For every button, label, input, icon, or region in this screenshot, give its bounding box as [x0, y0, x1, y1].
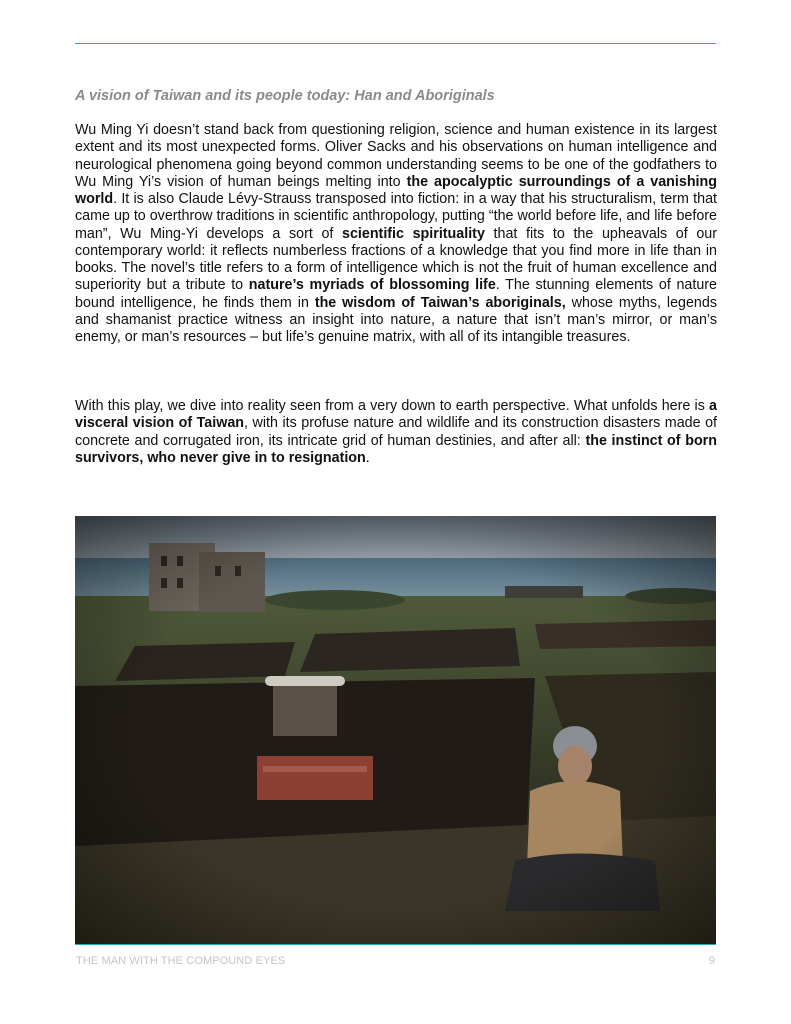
page-number: 9 — [708, 955, 715, 967]
text-run: whose myths, legends and shamanist practice witness an insight into nature, a nature that isn’t man’s mirror, or man’s enemy, or man’s resources – but life’s genuine matrix, with all of its intangible treasures. — [75, 294, 717, 345]
emphasis-text: the apocalyptic surroundings of a vanishing world — [75, 173, 717, 207]
top-divider — [75, 43, 716, 44]
section-heading: A vision of Taiwan and its people today: Han and Aboriginals — [75, 88, 495, 104]
text-run: , with its profuse nature and wildlife and its construction disasters made of concrete and corrugated iron, its intricate grid of human destinies, and after all: — [75, 415, 717, 449]
text-run: . The stunning elements of nature bound intelligence, he finds them in — [75, 277, 718, 311]
footer-title: THE MAN WITH THE COMPOUND EYES — [76, 955, 286, 967]
body-paragraph-1 — [75, 122, 717, 346]
text-run: . It is also Claude Lévy-Strauss transposed into fiction: in a way that his structuralism, term that came up to overthrow traditions in scientific anthropology, putting “the world before life, and life before man”, Wu Ming-Yi develops a sort of — [75, 191, 717, 242]
text-run: . — [365, 449, 370, 466]
emphasis-text: the wisdom of Taiwan’s aboriginals, — [314, 294, 566, 311]
emphasis-text: nature’s myriads of blossoming life — [248, 277, 496, 294]
text-run: Wu Ming Yi doesn’t stand back from questioning religion, science and human existence in its largest extent and its most unexpected forms. Oliver Sacks and his observations on human intelligence and neurological phenomena going beyond common understanding seems to be one of the godfathers to Wu Ming Yi’s vision of human beings melting into — [75, 122, 717, 190]
emphasis-text: scientific spirituality — [342, 225, 485, 242]
emphasis-text: a visceral vision of Taiwan — [75, 398, 717, 432]
text-run: With this play, we dive into reality seen from a very down to earth perspective. What unfolds here is — [75, 398, 710, 414]
emphasis-text: the instinct of born survivors, who never give in to resignation — [75, 432, 717, 466]
body-paragraph-2 — [75, 398, 717, 467]
text-run: that fits to the upheavals of our contemporary world: it reflects numberless fractions of a knowledge that you find more in life than in books. The novel’s title refers to a form of intelligence which is not the fruit of human excellence and superiority but a tribute to — [75, 225, 717, 294]
bottom-divider — [75, 944, 716, 945]
photograph-farmland-tiller-woman — [75, 516, 716, 944]
